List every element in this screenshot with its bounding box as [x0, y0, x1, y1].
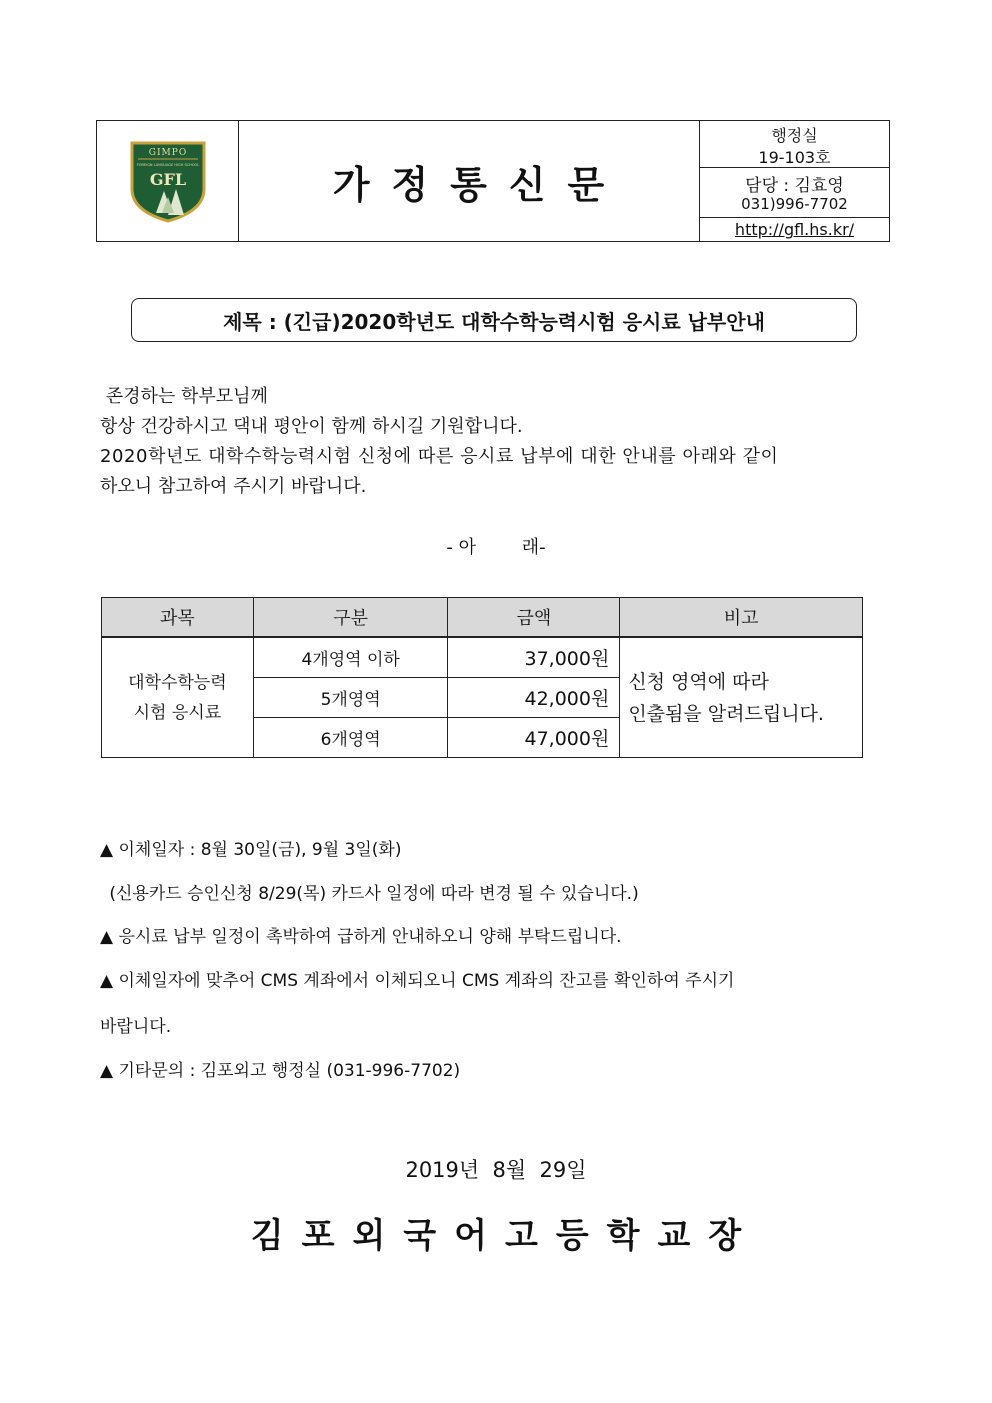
body-line-3: 하오니 참고하여 주시기 바랍니다. [100, 476, 367, 497]
subject-text: 제목 : (긴급)2020학년도 대학수학능력시험 응시료 납부안내 [223, 309, 765, 334]
notice-cms-cont: 바랍니다. [100, 1017, 172, 1037]
note-line-2: 인출됨을 알려드립니다. [628, 702, 824, 725]
divider [700, 217, 889, 218]
divider [700, 167, 889, 168]
notice-cms: ▲ 이체일자에 맞추어 CMS 계좌에서 이체되오니 CMS 계좌의 잔고를 확인하여 주시기 [100, 971, 735, 991]
fee-table [101, 597, 863, 758]
phone-number: 031)996-7702 [741, 195, 848, 213]
issue-date: 2019년 8월 29일 [405, 1158, 587, 1182]
category-cell: 4개영역 이하 [253, 637, 448, 678]
category-cell: 6개영역 [253, 718, 448, 758]
notice-card-note: (신용카드 승인신청 8/29(목) 카드사 일정에 따라 변경 될 수 있습니다.) [104, 884, 639, 904]
room-number: 19-103호 [758, 148, 831, 167]
amount-cell: 37,000원 [448, 637, 620, 678]
header-amount: 금액 [448, 598, 620, 638]
contact-person: 담당 : 김효영 [745, 176, 844, 196]
subject-line-1: 대학수학능력 [128, 672, 227, 693]
greeting: 존경하는 학부모님께 [100, 386, 268, 407]
website-link-wrap [700, 220, 889, 239]
table-row [102, 637, 863, 678]
office-label: 행정실 [771, 126, 818, 145]
body-line-1: 항상 건강하시고 댁내 평안이 함께 하시길 기원합니다. [100, 416, 523, 437]
subject-box [131, 298, 857, 342]
header-note: 비고 [620, 598, 863, 638]
contact-info [700, 121, 889, 241]
website-link[interactable]: http://gfl.hs.kr/ [734, 220, 855, 239]
header-subject: 과목 [102, 598, 254, 638]
document-header [96, 120, 890, 242]
notice-apology: ▲ 응시료 납부 일정이 촉박하여 급하게 안내하오니 양해 부탁드립니다. [100, 927, 622, 947]
amount-cell: 42,000원 [448, 678, 620, 718]
note-cell [620, 637, 863, 758]
category-cell: 5개영역 [253, 678, 448, 718]
table-header-row [102, 598, 863, 638]
notice-transfer-date: ▲ 이체일자 : 8월 30일(금), 9월 3일(화) [100, 840, 402, 860]
note-line-1: 신청 영역에 따라 [628, 670, 769, 693]
logo-top-text: GIMPO [148, 148, 187, 158]
amount-cell: 47,000원 [448, 718, 620, 758]
subject-line-2: 시험 응시료 [133, 702, 222, 723]
subject-cell [102, 637, 254, 758]
school-logo [128, 139, 208, 223]
body-line-2: 2020학년도 대학수학능력시험 신청에 따른 응시료 납부에 대한 안내를 아래와 같이 [100, 446, 779, 467]
title-cell [238, 121, 700, 241]
logo-sub-text: FOREIGN LANGUAGE HIGH SCHOOL [136, 163, 199, 167]
header-category: 구분 [253, 598, 448, 638]
logo-mark: GFL [149, 170, 186, 189]
signer: 김포외국어고등학교장 [250, 1216, 760, 1256]
below-heading: - 아 래- [446, 537, 546, 558]
page-title: 가정통신문 [332, 162, 627, 207]
notice-inquiry: ▲ 기타문의 : 김포외고 행정실 (031-996-7702) [100, 1061, 461, 1081]
school-logo-cell [97, 121, 239, 241]
